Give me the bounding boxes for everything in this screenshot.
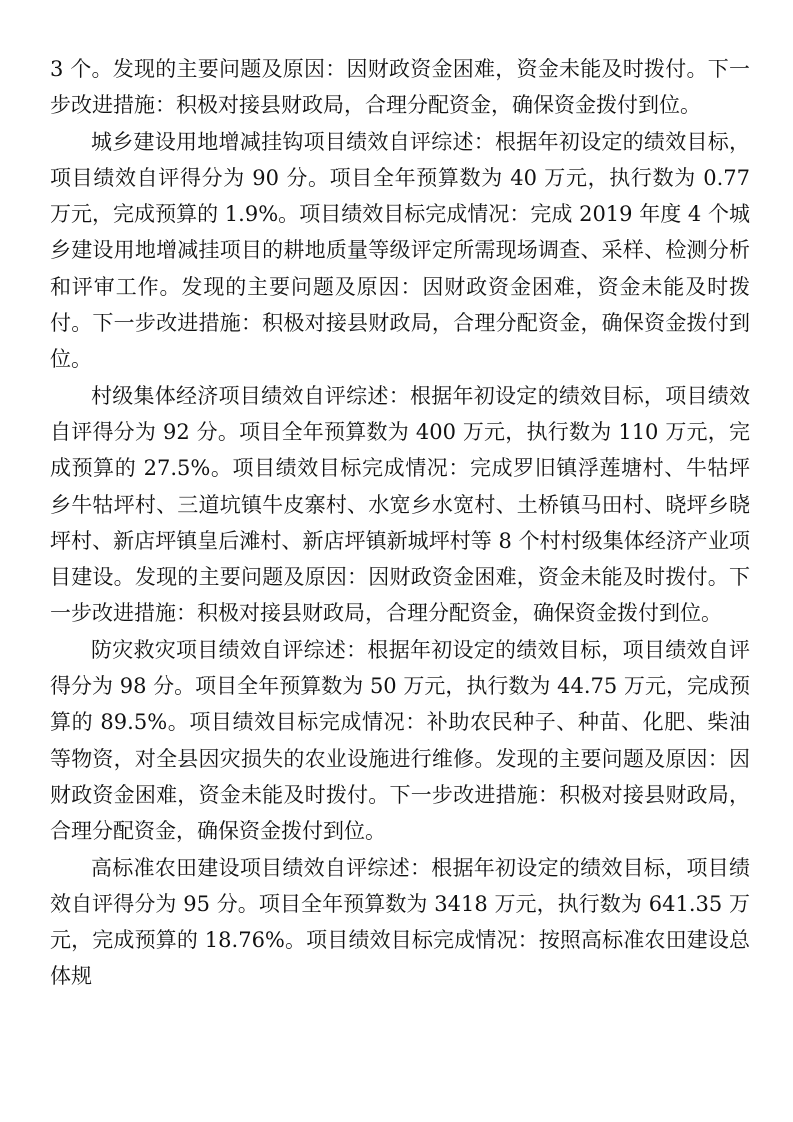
paragraph-high-standard-farmland-project: 高标准农田建设项目绩效自评综述：根据年初设定的绩效目标，项目绩效自评得分为 95 分。项目全年预算数为 3418 万元，执行数为 641.35 万元，完成预算的 18.76%。项目绩效目标完成情况：按照高标准农田建设总体规	[50, 855, 750, 989]
paragraph-disaster-relief-project: 防灾救灾项目绩效自评综述：根据年初设定的绩效目标，项目绩效自评得分为 98 分。项目全年预算数为 50 万元，执行数为 44.75 万元，完成预算的 89.5%。项目绩效目标完成情况：补助农民种子、种苗、化肥、柴油等物资，对全县因灾损失的农业设施进行维修。发现的主要问题及原因：因财政资金困难，资金未能及时拨付。下一步改进措施：积极对接县财政局，合理分配资金，确保资金拨付到位。	[50, 637, 750, 844]
paragraph-land-use-linkage-project: 城乡建设用地增减挂钩项目绩效自评综述：根据年初设定的绩效目标，项目绩效自评得分为 90 分。项目全年预算数为 40 万元，执行数为 0.77 万元，完成预算的 1.9%。项目绩效目标完成情况：完成 2019 年度 4 个城乡建设用地增减挂项目的耕地质量等级评定所需现场调查、采样、检测分析和评审工作。发现的主要问题及原因：因财政资金困难，资金未能及时拨付。下一步改进措施：积极对接县财政局，合理分配资金，确保资金拨付到位。	[50, 129, 750, 372]
document-body	[50, 51, 750, 995]
paragraph-continued: 3 个。发现的主要问题及原因：因财政资金困难，资金未能及时拨付。下一步改进措施：积极对接县财政局，合理分配资金，确保资金拨付到位。	[50, 57, 750, 118]
paragraph-village-collective-economy-project: 村级集体经济项目绩效自评综述：根据年初设定的绩效目标，项目绩效自评得分为 92 分。项目全年预算数为 400 万元，执行数为 110 万元，完成预算的 27.5%。项目绩效目标完成情况：完成罗旧镇浮莲塘村、牛牯坪乡牛牯坪村、三道坑镇牛皮寨村、水宽乡水宽村、土桥镇马田村、晓坪乡晓坪村、新店坪镇皇后滩村、新店坪镇新城坪村等 8 个村村级集体经济产业项目建设。发现的主要问题及原因：因财政资金困难，资金未能及时拨付。下一步改进措施：积极对接县财政局，合理分配资金，确保资金拨付到位。	[50, 383, 750, 626]
